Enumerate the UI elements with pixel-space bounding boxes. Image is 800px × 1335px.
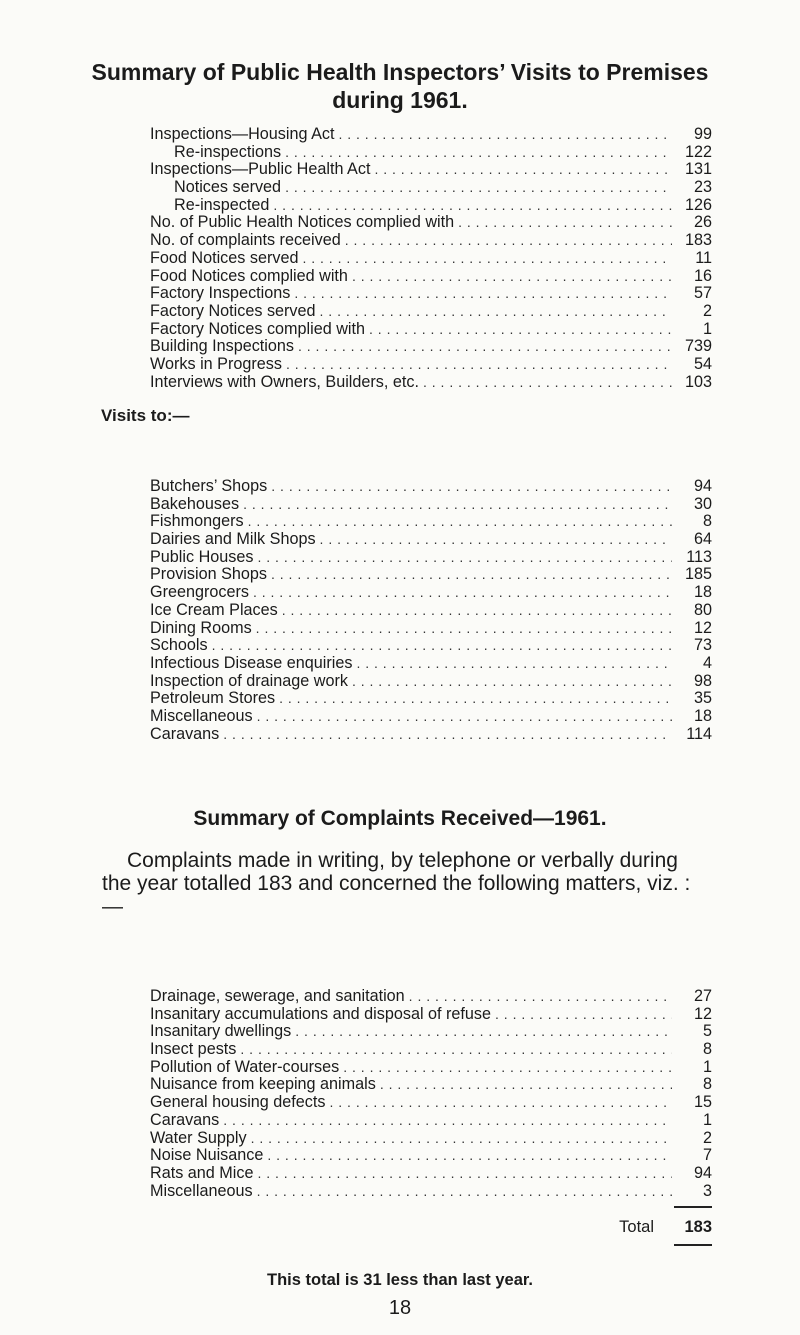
complaint-label: Caravans [150,1110,220,1129]
dot-leader [248,513,672,531]
visit-label: Inspection of drainage work [150,671,348,690]
visit-row [150,690,712,708]
complaint-value: 1 [702,1110,712,1129]
total-value: 183 [684,1218,712,1236]
complaint-value: 5 [702,1022,712,1041]
visit-row [150,549,712,567]
complaint-value: 3 [702,1181,712,1200]
visits-heading: Visits to:— [101,406,190,425]
dot-leader [343,1059,672,1077]
dot-leader [256,620,672,638]
inspection-value: 1 [702,319,712,338]
complaint-value: 15 [693,1093,712,1112]
visit-value: 113 [686,547,712,566]
complaint-row [150,1183,712,1201]
complaint-label: Insanitary dwellings [150,1022,292,1041]
inspection-label: Works in Progress [150,354,282,373]
visit-row [150,496,712,514]
inspection-row [150,268,712,286]
dot-leader [240,1041,672,1059]
dot-leader [257,1183,672,1201]
complaints-list [150,988,712,1200]
dot-leader [369,321,672,339]
visit-label: Miscellaneous [150,706,253,725]
inspection-label: Inspections—Housing Act [150,125,335,143]
page-title: Summary of Public Health Inspectors’ Visits to Premises [91,59,709,85]
dot-leader [285,179,672,197]
inspection-label: No. of complaints received [150,231,341,250]
inspection-label: Factory Inspections [150,284,291,303]
visit-value: 185 [684,565,712,584]
dot-leader [257,708,672,726]
dot-leader [253,584,672,602]
complaint-value: 94 [693,1163,712,1182]
inspection-label: No. of Public Health Notices complied with [150,213,455,232]
dot-leader [279,690,672,708]
inspection-row [150,285,712,303]
dot-leader [267,1147,672,1165]
complaint-value: 12 [693,1004,712,1023]
visit-value: 114 [686,724,712,743]
dot-leader [298,338,672,356]
inspection-value: 122 [684,142,712,161]
visit-label: Dairies and Milk Shops [150,530,316,549]
complaint-row [150,1112,712,1130]
visit-row [150,708,712,726]
complaint-row [150,1147,712,1165]
dot-leader [302,250,672,268]
inspection-value: 57 [693,284,712,303]
dot-leader [286,356,672,374]
inspection-value: 739 [684,337,712,356]
complaint-row [150,988,712,1006]
dot-leader [251,1130,672,1148]
dot-leader [352,268,672,286]
inspection-value: 103 [684,372,712,391]
inspection-label: Interviews with Owners, Builders, etc. [150,372,419,391]
inspection-label: Factory Notices complied with [150,319,366,338]
dot-leader [223,726,672,744]
inspection-row [150,303,712,321]
visit-label: Schools [150,636,208,655]
visit-label: Petroleum Stores [150,689,276,708]
visit-value: 30 [693,494,712,513]
complaint-value: 7 [702,1146,712,1165]
complaint-label: Miscellaneous [150,1181,253,1200]
visit-row [150,673,712,691]
total-row [150,1218,712,1237]
visit-value: 12 [693,618,712,637]
complaint-row [150,1041,712,1059]
inspection-row [150,374,712,392]
complaint-label: Nuisance from keeping animals [150,1075,376,1094]
inspection-row [150,179,712,197]
inspections-list [150,126,712,391]
dot-leader [409,988,672,1006]
visit-value: 98 [693,671,712,690]
dot-leader [380,1076,672,1094]
visit-value: 94 [693,477,712,495]
visit-label: Greengrocers [150,583,249,602]
inspection-value: 2 [702,301,712,320]
visits-list [150,478,712,743]
dot-leader [495,1006,672,1024]
dot-leader [212,637,672,655]
inspection-row [150,232,712,250]
visit-value: 4 [702,653,712,672]
dot-leader [285,144,672,162]
visit-row [150,602,712,620]
complaint-label: Insanitary accumulations and disposal of refuse [150,1004,492,1023]
inspection-value: 99 [693,125,712,143]
dot-leader [320,531,672,549]
visit-label: Ice Cream Places [150,600,278,619]
inspection-label: Food Notices served [150,248,299,267]
complaint-label: Noise Nuisance [150,1146,264,1165]
dot-leader [257,549,672,567]
visit-label: Bakehouses [150,494,240,513]
dot-leader [295,1023,672,1041]
dot-leader [356,655,672,673]
total-rule-bottom [674,1244,712,1246]
inspection-row [150,338,712,356]
complaint-row [150,1006,712,1024]
visit-row [150,513,712,531]
visit-row [150,584,712,602]
visit-value: 18 [693,706,712,725]
complaint-row [150,1165,712,1183]
complaints-title: Summary of Complaints Received—1961. [193,807,607,830]
dot-leader [374,161,672,179]
visit-row [150,726,712,744]
visit-value: 80 [693,600,712,619]
comparison-note: This total is 31 less than last year. [267,1271,533,1289]
inspection-label: Re-inspections [174,142,282,161]
inspection-row [150,356,712,374]
dot-leader [345,232,672,250]
inspection-label: Re-inspected [174,195,270,214]
inspection-label: Notices served [174,178,282,197]
dot-leader [320,303,672,321]
dot-leader [423,374,672,392]
inspection-value: 131 [684,160,712,179]
complaint-label: Drainage, sewerage, and sanitation [150,987,405,1005]
inspection-row [150,126,712,144]
dot-leader [329,1094,672,1112]
dot-leader [352,673,672,691]
dot-leader [271,566,672,584]
complaint-row [150,1023,712,1041]
inspection-label: Food Notices complied with [150,266,348,285]
inspection-label: Factory Notices served [150,301,316,320]
inspection-label: Inspections—Public Health Act [150,160,371,179]
complaint-value: 2 [702,1128,712,1147]
visit-value: 73 [693,636,712,655]
complaint-label: General housing defects [150,1093,326,1112]
visit-label: Infectious Disease enquiries [150,653,353,672]
dot-leader [243,496,672,514]
visit-label: Caravans [150,724,220,743]
dot-leader [271,478,672,496]
page-subtitle: during 1961. [332,87,468,113]
dot-leader [223,1112,672,1130]
visit-label: Dining Rooms [150,618,252,637]
complaint-row [150,1094,712,1112]
inspection-row [150,197,712,215]
visit-row [150,566,712,584]
visit-label: Public Houses [150,547,254,566]
visit-row [150,620,712,638]
complaint-value: 1 [702,1057,712,1076]
inspection-value: 23 [693,178,712,197]
visit-row [150,637,712,655]
visit-label: Fishmongers [150,512,244,531]
dot-leader [257,1165,672,1183]
inspection-value: 26 [693,213,712,232]
total-rule-top [674,1206,712,1208]
visit-row [150,478,712,496]
complaint-row [150,1076,712,1094]
dot-leader [338,126,672,144]
dot-leader [458,214,672,232]
visit-value: 35 [693,689,712,708]
inspection-value: 16 [693,266,712,285]
complaint-label: Insect pests [150,1040,237,1059]
complaint-label: Rats and Mice [150,1163,254,1182]
visit-value: 8 [702,512,712,531]
complaint-value: 8 [702,1040,712,1059]
visit-label: Provision Shops [150,565,267,584]
visit-value: 18 [693,583,712,602]
complaint-label: Pollution of Water-courses [150,1057,340,1076]
inspection-row [150,144,712,162]
complaint-row [150,1130,712,1148]
inspection-value: 11 [695,248,712,267]
visit-value: 64 [693,530,712,549]
dot-leader [273,197,672,215]
inspection-row [150,161,712,179]
inspection-value: 183 [684,231,712,250]
visit-label: Butchers’ Shops [150,477,268,495]
visit-row [150,531,712,549]
inspection-row [150,321,712,339]
inspection-row [150,214,712,232]
inspection-row [150,250,712,268]
inspection-value: 54 [693,354,712,373]
inspection-label: Building Inspections [150,337,294,356]
dot-leader [282,602,672,620]
dot-leader [294,285,672,303]
page-number: 18 [388,1297,412,1319]
complaint-label: Water Supply [150,1128,247,1147]
complaints-intro: Complaints made in writing, by telephone or verbally during the year totalled 183 and concerned the following matters, viz. :— [102,849,691,918]
total-label: Total [619,1218,654,1236]
complaint-row [150,1059,712,1077]
visit-row [150,655,712,673]
complaint-value: 27 [693,987,712,1005]
complaint-value: 8 [702,1075,712,1094]
inspection-value: 126 [684,195,712,214]
